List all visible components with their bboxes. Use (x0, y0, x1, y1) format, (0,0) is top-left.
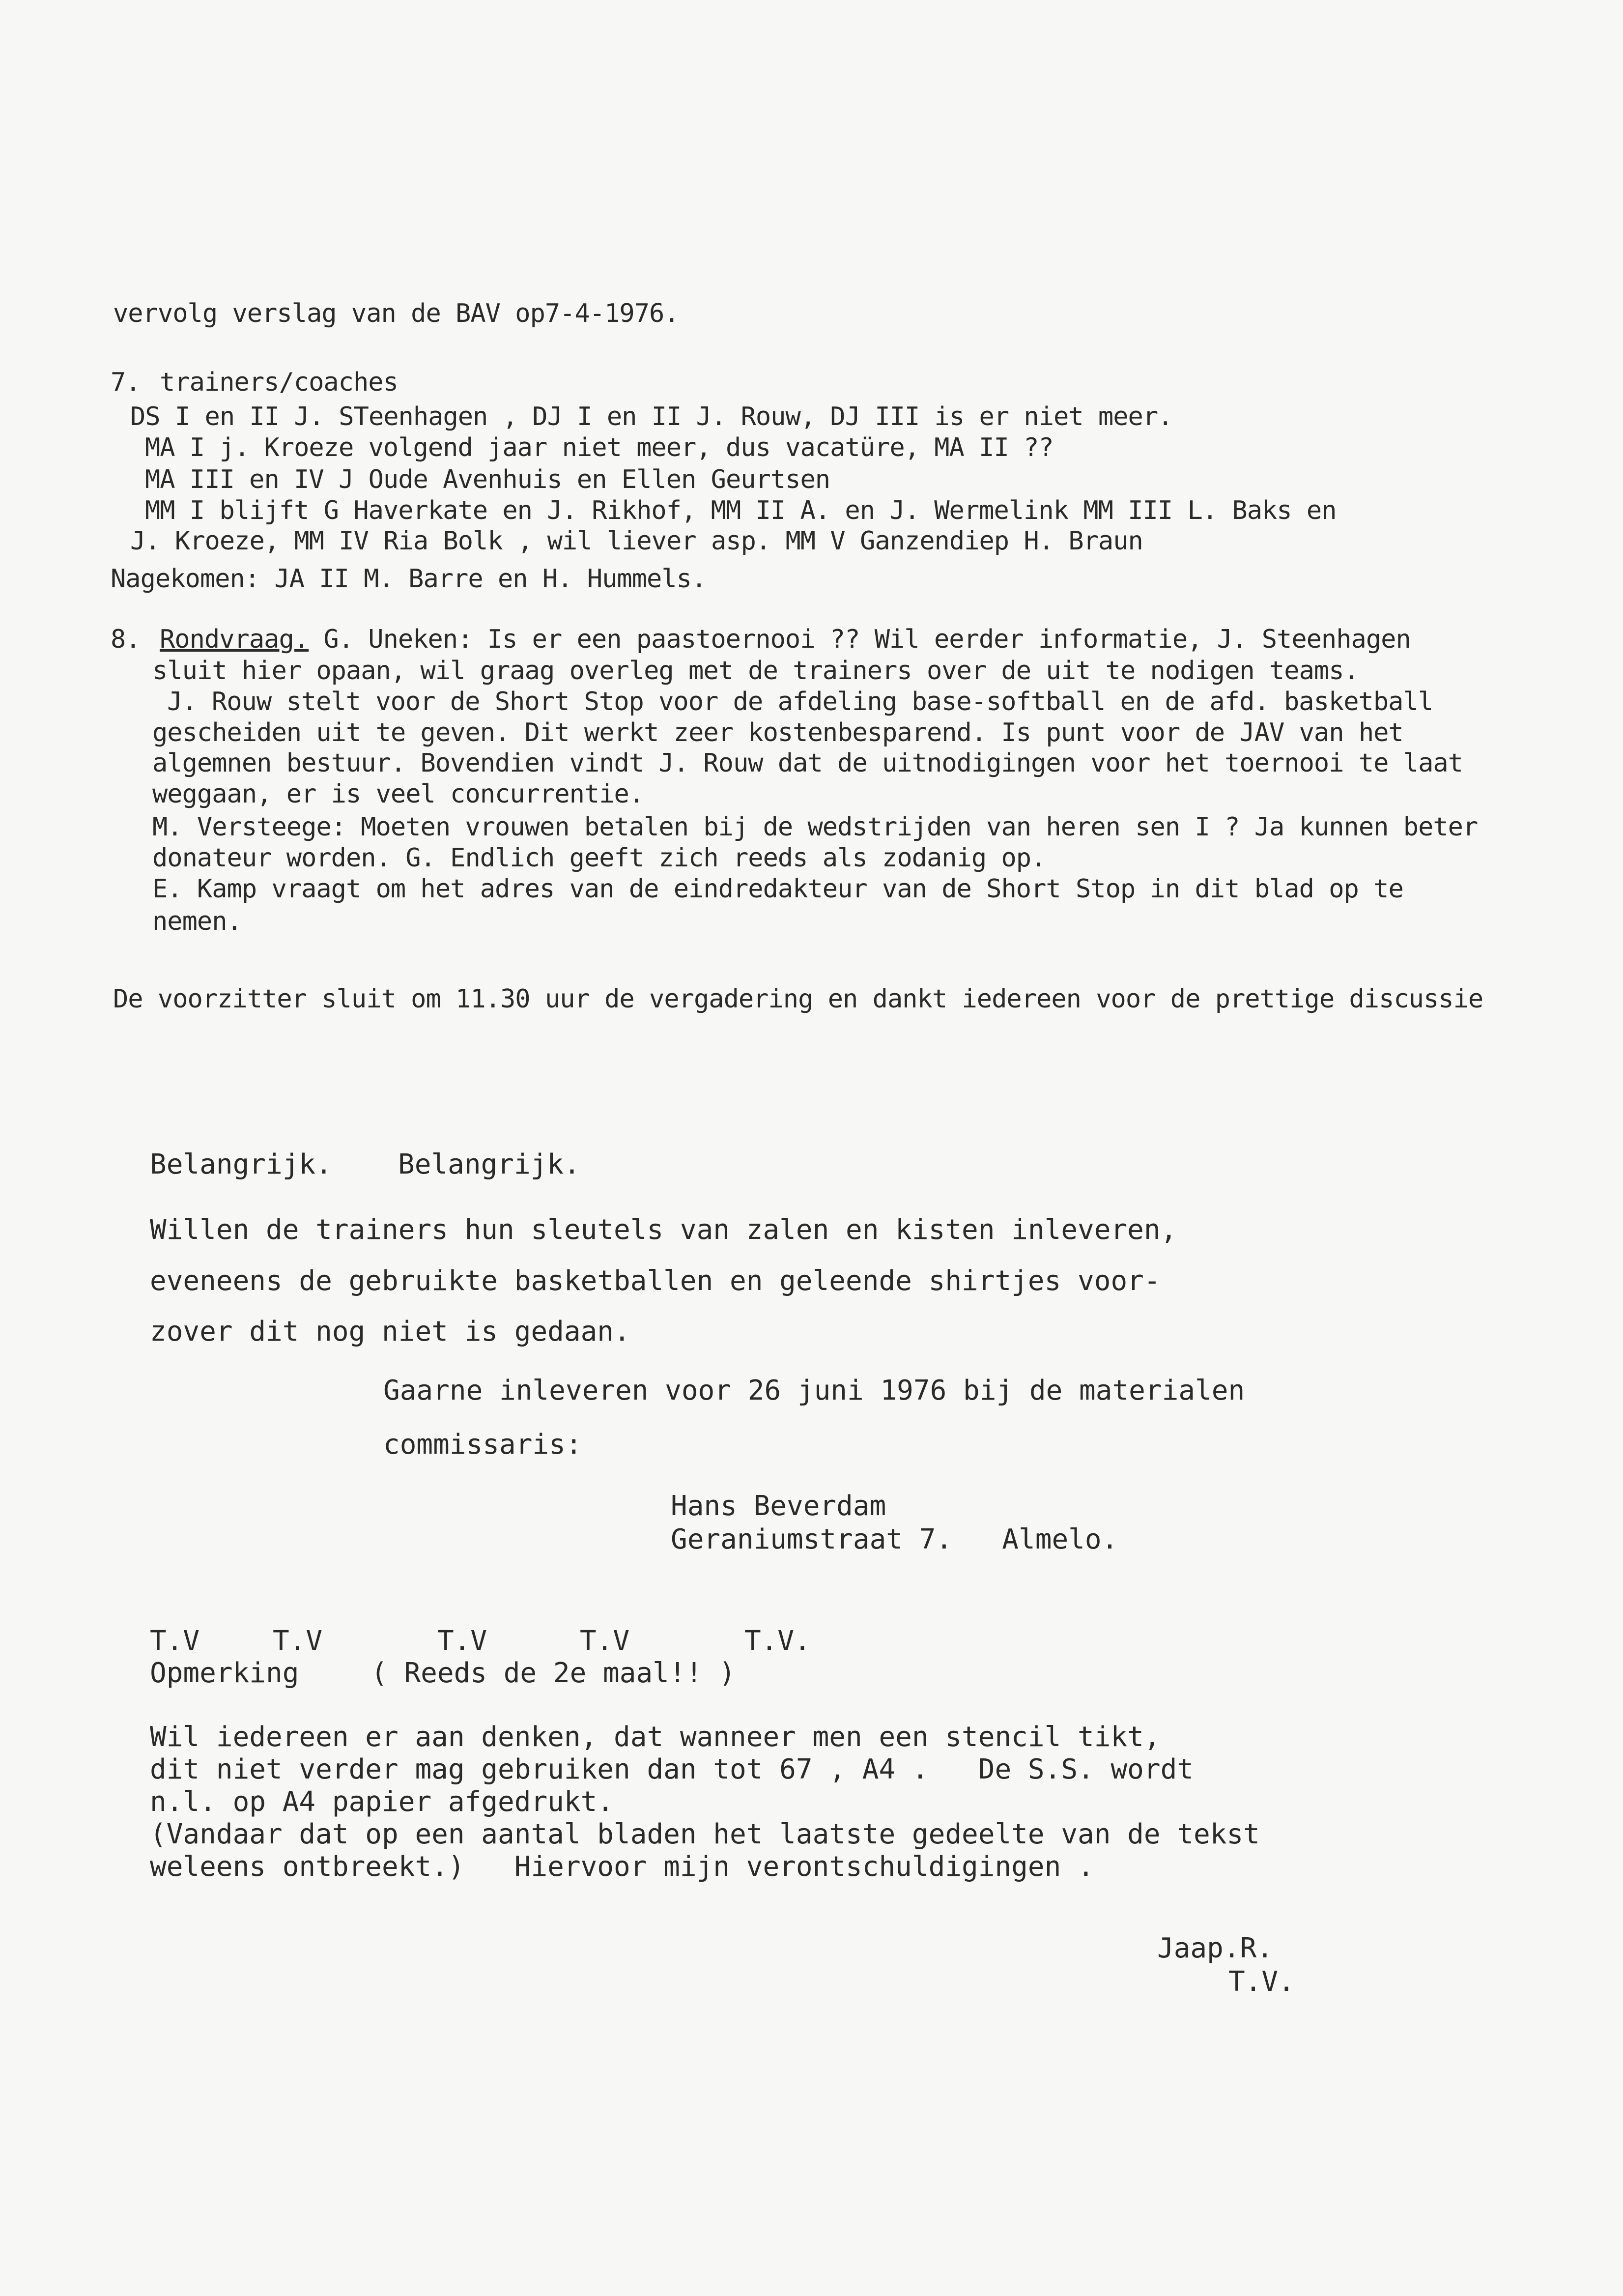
signature-title: T.V. (1228, 1966, 1295, 1998)
report-header: vervolg verslag van de BAV op7-4-1976. (113, 299, 679, 328)
section-8-line: J. Rouw stelt voor de Short Stop voor de afdeling base-softball en de afd. basketball (167, 687, 1433, 717)
section-7-line: MM I blijft G Haverkate en J. Rikhof, MM II A. en J. Wermelink MM III L. Baks en (145, 496, 1337, 525)
section-8-line: weggaan, er is veel concurrentie. (152, 779, 644, 809)
section-7-footnote: Nagekomen: JA II M. Barre en H. Hummels. (111, 564, 707, 594)
section-7-line: DS I en II J. STeenhagen , DJ I en II J. Rouw, DJ III is er niet meer. (130, 402, 1173, 431)
section-7-number: 7. (111, 368, 141, 397)
signature-name: Jaap.R. (1157, 1932, 1274, 1964)
notice-line: Willen de trainers hun sleutels van zalen en kisten inleveren, (150, 1214, 1177, 1246)
tv-mark: T.V (437, 1625, 487, 1657)
tv-mark: T.V (150, 1625, 200, 1657)
section-8-line: sluit hier opaan, wil graag overleg met de trainers over de uit te nodigen teams. (152, 656, 1359, 686)
address-line: Geraniumstraat 7. Almelo. (671, 1523, 1118, 1555)
closing-statement: De voorzitter sluit om 11.30 uur de vergadering en dankt iedereen voor de prettige discussie (113, 984, 1483, 1014)
tv-mark: T.V (580, 1625, 630, 1657)
remark-line: Wil iedereen er aan denken, dat wanneer men een stencil tikt, (150, 1721, 1161, 1753)
notice-line: zover dit nog niet is gedaan. (150, 1316, 630, 1348)
section-8-line: nemen. (152, 907, 242, 936)
remark-line: (Vandaar dat op een aantal bladen het laatste gedeelte van de tekst (150, 1818, 1260, 1850)
section-8-first-line-text: G. Uneken: Is er een paastoernooi ?? Wil eerder informatie, J. Steenhagen (309, 625, 1411, 654)
section-8-line: algemnen bestuur. Bovendien vindt J. Rouw dat de uitnodigingen voor het toernooi te laat (152, 748, 1463, 778)
remark-subtitle: ( Reeds de 2e maal!! ) (371, 1657, 736, 1689)
remark-line: dit niet verder mag gebruiken dan tot 67 , A4 . De S.S. wordt (150, 1753, 1194, 1785)
section-7-line: J. Kroeze, MM IV Ria Bolk , wil liever asp. MM V Ganzendiep H. Braun (130, 526, 1143, 556)
section-8-line: M. Versteege: Moeten vrouwen betalen bij de wedstrijden van heren sen I ? Ja kunnen beter (152, 812, 1478, 842)
section-7-line: MA I j. Kroeze volgend jaar niet meer, dus vacatüre, MA II ?? (145, 433, 1054, 462)
address-line: Hans Beverdam (671, 1490, 886, 1522)
section-8-first-line (111, 623, 1411, 656)
section-8-line: donateur worden. G. Endlich geeft zich reeds als zodanig op. (152, 843, 1046, 873)
tv-mark: T.V. (744, 1625, 811, 1657)
return-line: commissaris: (383, 1429, 582, 1461)
section-7-line: MA III en IV J Oude Avenhuis en Ellen Geurtsen (145, 465, 830, 494)
remark-line: weleens ontbreekt.) Hiervoor mijn verontschuldigingen . (150, 1851, 1094, 1883)
section-8-line: gescheiden uit te geven. Dit werkt zeer kostenbesparend. Is punt voor de JAV van het (152, 718, 1403, 747)
section-7-title: trainers/coaches (160, 368, 398, 397)
notice-heading: Belangrijk. (398, 1148, 580, 1180)
notice-heading: Belangrijk. (150, 1148, 332, 1180)
remark-title: Opmerking (150, 1657, 299, 1689)
tv-mark: T.V (273, 1625, 323, 1657)
remark-line: n.l. op A4 papier afgedrukt. (150, 1786, 614, 1818)
return-line: Gaarne inleveren voor 26 juni 1976 bij de materialen (383, 1375, 1245, 1406)
notice-line: eveneens de gebruikte basketballen en geleende shirtjes voor- (150, 1265, 1161, 1297)
section-8-line: E. Kamp vraagt om het adres van de eindredakteur van de Short Stop in dit blad op te (152, 874, 1403, 904)
section-7-heading (111, 366, 398, 399)
section-8-title: Rondvraag. (160, 625, 309, 654)
section-8-number: 8. (111, 625, 141, 654)
